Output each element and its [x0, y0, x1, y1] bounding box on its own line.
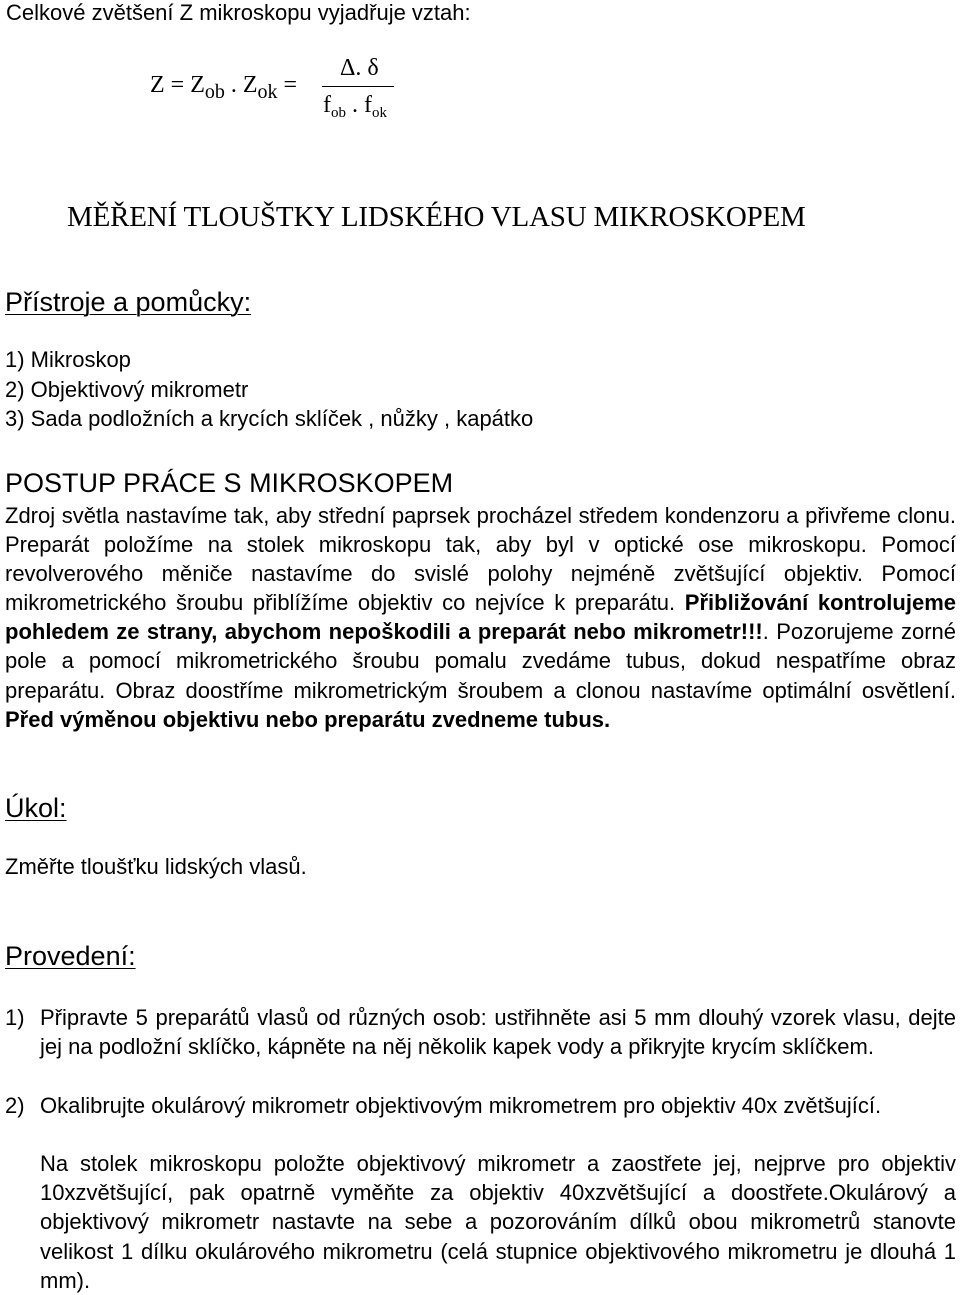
procedure-heading: POSTUP PRÁCE S MIKROSKOPEM — [5, 468, 454, 498]
formula-den-f1: f — [323, 92, 331, 118]
step-number: 2) — [5, 1093, 25, 1118]
formula-den-dot-f: . f — [346, 92, 372, 118]
formula-sub-ok: ok — [257, 81, 278, 103]
equipment-heading: Přístroje a pomůcky: — [5, 287, 252, 317]
procedure-tubus-bold: Před výměnou objektivu nebo preparátu zvedneme tubus. — [5, 706, 611, 732]
formula-equals: = — [277, 72, 298, 98]
task-heading: Úkol: — [5, 793, 67, 823]
formula-lhs — [150, 72, 297, 104]
procedure-part2: . Pozorujeme zorné pole a pomocí mikrometrického šroubu pomalu zvedáme tubus, dokud nespatříme obraz preparátu. Obraz doostříme mikrometrickým šroubem a clonou nastavíme optimální osvětlení. — [5, 619, 956, 703]
procedure-warning-bold: Přibližování kontrolujeme pohledem ze strany, abychom nepoškodili a preparát nebo mikrometr!!! — [5, 590, 957, 645]
step-number: 1) — [5, 1005, 25, 1030]
formula-denominator — [323, 92, 387, 122]
main-title: MĚŘENÍ TLOUŠTKY LIDSKÉHO VLASU MIKROSKOPEM — [67, 201, 806, 233]
step-text: Připravte 5 preparátů vlasů od různých osob: ustřihněte asi 5 mm dlouhý vzorek vlasu, dejte jej na podložní sklíčko, kápněte na něj několik kapek vody a přikryjte krycím sklíčkem. — [40, 1005, 956, 1060]
equipment-item: 2) Objektivový mikrometr — [5, 377, 249, 402]
step-text-continued: Na stolek mikroskopu položte objektivový mikrometr a zaostřete jej, nejprve pro objektiv 10xzvětšující, pak opatrně vyměňte za objektiv 40xzvětšující a doostřete.Okulárový a objektivový mikrometr nastavte na sebe a pozorováním dílků obou mikrometrů stanovte velikost 1 dílku okulárového mikrometru (celá stupnice objektivového mikrometru je dlouhá 1 mm). — [40, 1151, 956, 1293]
formula-numerator: Δ. δ — [340, 55, 379, 81]
task-text: Změřte tloušťku lidských vlasů. — [5, 854, 307, 879]
equipment-item: 1) Mikroskop — [5, 347, 131, 372]
formula-fraction-bar — [322, 86, 394, 87]
equipment-item: 3) Sada podložních a krycích sklíček , nůžky , kapátko — [5, 406, 534, 431]
formula-z-eq: Z = Z — [150, 72, 205, 98]
procedure-text — [5, 501, 956, 734]
formula-dot-z: . Z — [224, 72, 258, 98]
intro-text: Celkové zvětšení Z mikroskopu vyjadřuje vztah: — [6, 0, 471, 25]
procedure-part1: Zdroj světla nastavíme tak, aby střední paprsek procházel středem kondenzoru a přivřeme clonu. Preparát položíme na stolek mikroskopu tak, aby byl v optické ose mikroskopu. Pomocí revolverového měniče nastavíme do svislé polohy nejméně zvětšující objektiv. Pomocí mikrometrického šroubu přiblížíme objektiv co nejvíce k preparátu. — [5, 503, 956, 616]
formula-sub-ob: ob — [204, 81, 225, 103]
formula-den-sub1: ob — [331, 105, 346, 121]
execution-heading: Provedení: — [5, 941, 136, 971]
formula-den-sub2: ok — [372, 105, 387, 121]
step-text: Okalibrujte okulárový mikrometr objektivovým mikrometrem pro objektiv 40x zvětšující. — [40, 1093, 882, 1118]
